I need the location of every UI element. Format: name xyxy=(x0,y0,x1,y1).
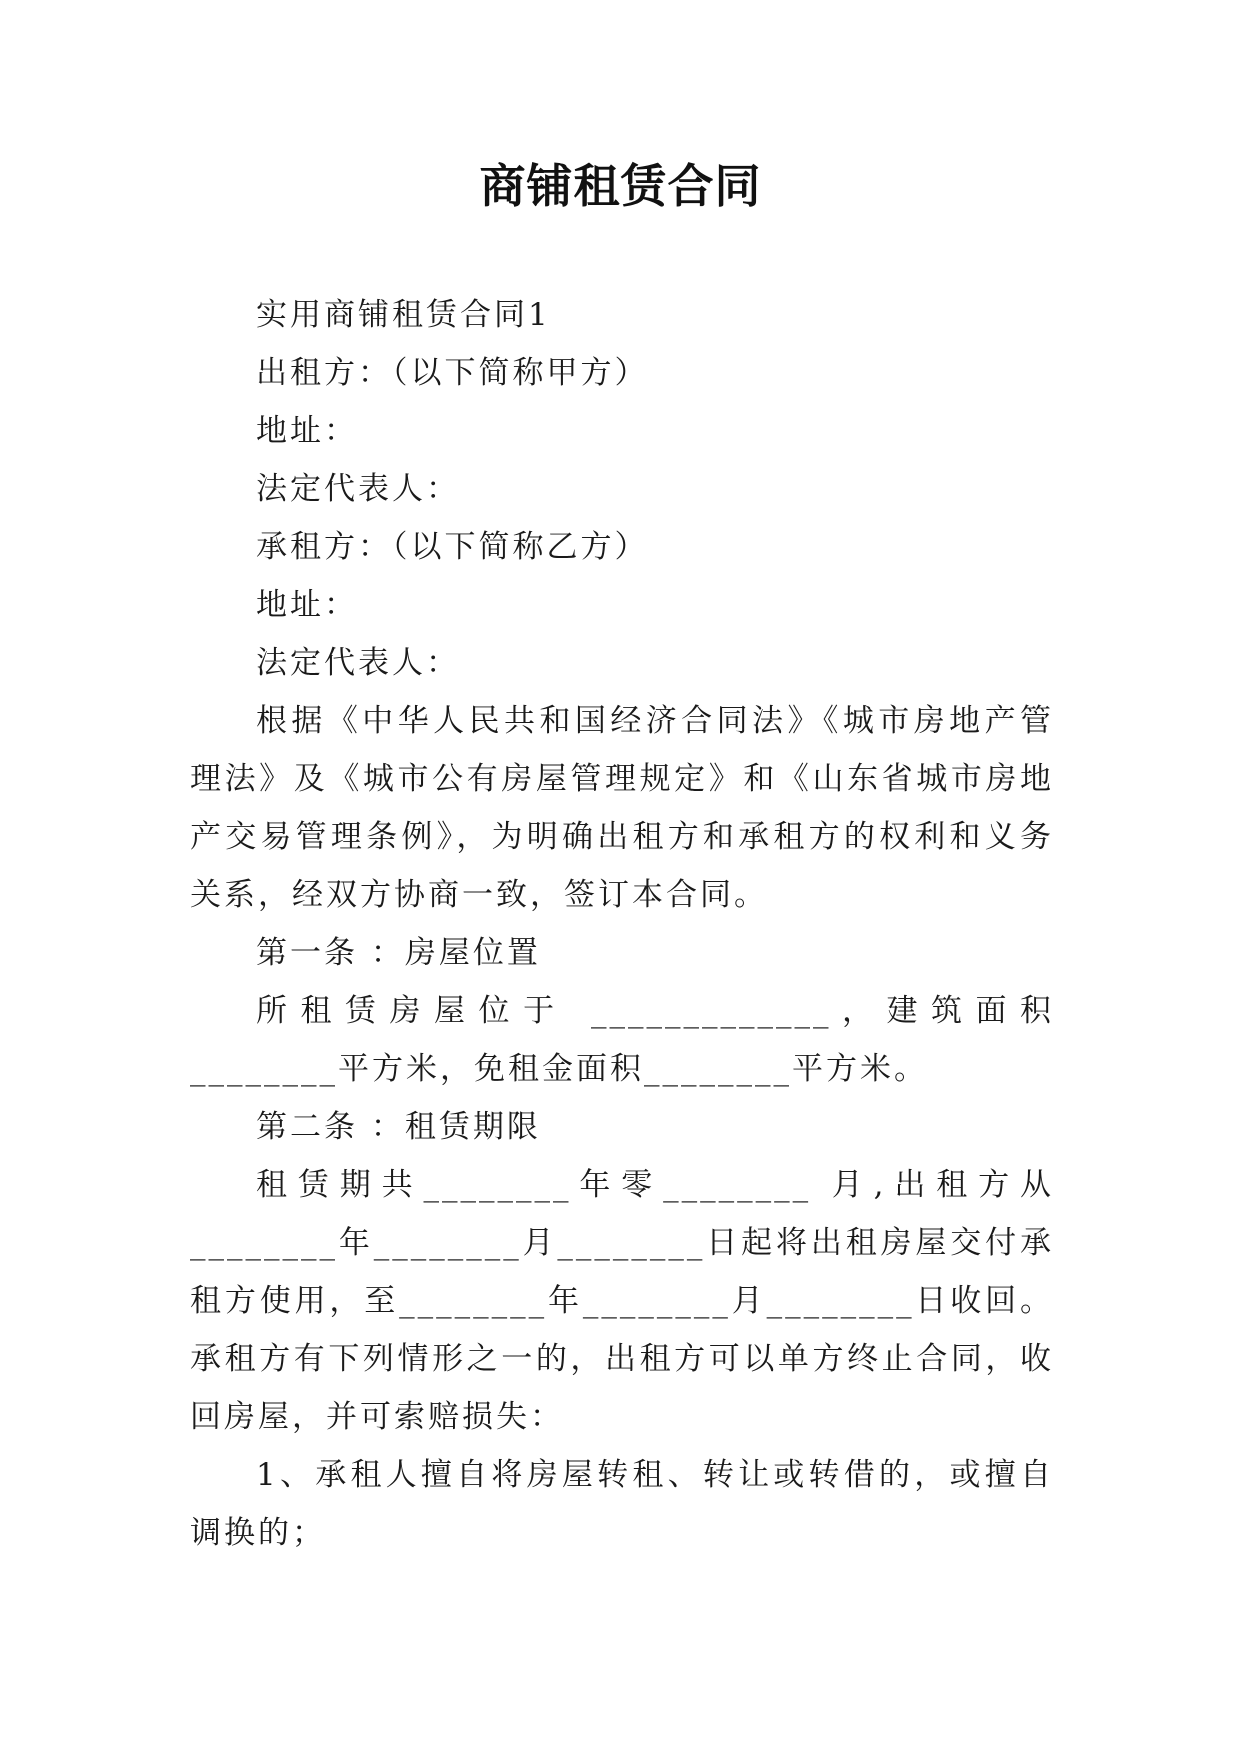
document-body xyxy=(190,286,1054,1562)
lessee-address-line: 地址： xyxy=(256,587,358,623)
lessee-line: 承租方：（以下简称乙方） xyxy=(256,529,649,565)
clause-1-text: 1、承租人擅自将房屋转租、转让或转借的，或擅自调换的； xyxy=(190,1457,1054,1551)
lessor-line: 出租方：（以下简称甲方） xyxy=(256,355,649,391)
lessor-legal-rep-line: 法定代表人： xyxy=(256,471,460,507)
article-1-text: 所租赁房屋位于 _____________，建筑面积________平方米，免租金面积________平方米。 xyxy=(190,993,1054,1087)
article-2-heading: 第二条 ：租赁期限 xyxy=(256,1109,541,1145)
lessor-address-line: 地址： xyxy=(256,413,358,449)
contract-subtitle: 实用商铺租赁合同1 xyxy=(256,297,551,333)
lessee-legal-rep-line: 法定代表人： xyxy=(256,645,460,681)
article-2-text: 租赁期共________年零________ 月,出租方从________年________月________日起将出租房屋交付承租方使用，至________年________月________日收回。承租方有下列情形之一的，出租方可以单方终止合同，收回房屋，并可索赔损失： xyxy=(190,1167,1054,1435)
article-1-heading: 第一条 ：房屋位置 xyxy=(256,935,541,971)
legal-basis-paragraph: 根据《中华人民共和国经济合同法》《城市房地产管理法》及《城市公有房屋管理规定》和《山东省城市房地产交易管理条例》，为明确出租方和承租方的权利和义务关系，经双方协商一致，签订本合同。 xyxy=(190,703,1054,913)
document-title: 商铺租赁合同 xyxy=(479,159,762,213)
